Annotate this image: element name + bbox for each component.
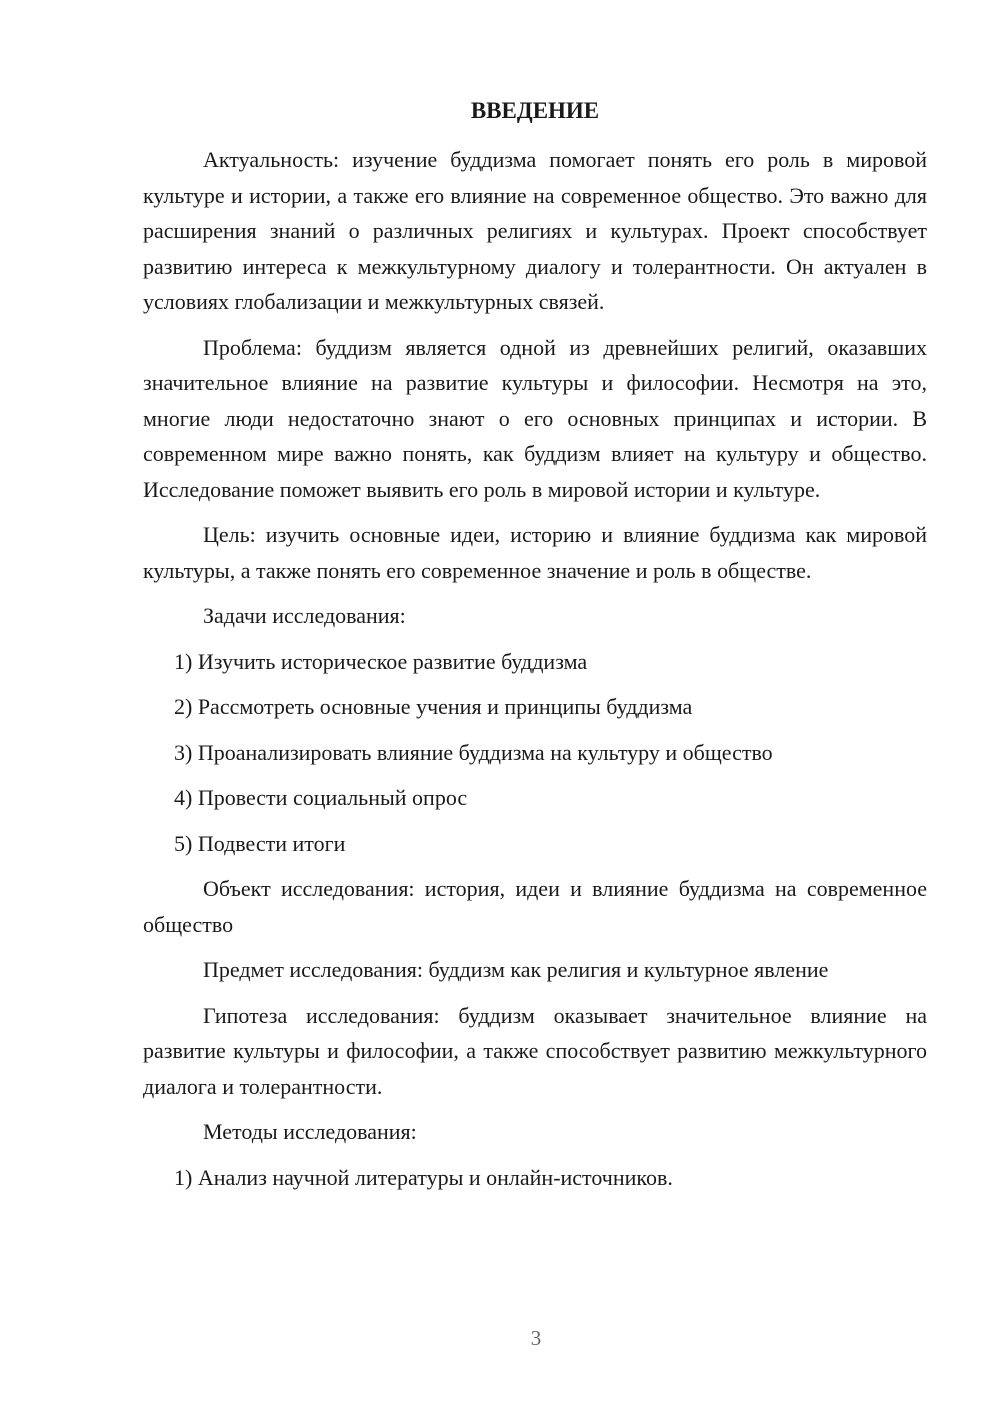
object-paragraph: Объект исследования: история, идеи и влияние буддизма на современное общество [143,876,927,937]
methods-heading: Методы исследования: [203,1119,417,1144]
subject-paragraph: Предмет исследования: буддизм как религия и культурное явление [203,957,829,982]
task-item: 3) Проанализировать влияние буддизма на культуру и общество [174,739,773,765]
page-number: 3 [530,1326,542,1350]
task-item: 4) Провести социальный опрос [174,785,468,810]
problem-paragraph: Проблема: буддизм является одной из древнейших религий, оказавших значительное влияние на развитие культуры и философии. Несмотря на это, многие люди недостаточно знают о его основных принципах и истории. В современном мире важно понять, как буддизм влияет на культуру и общество. Исследование поможет выявить его роль в мировой истории и культуре. [143,334,927,502]
section-title: ВВЕДЕНИЕ [470,98,600,123]
page-body [143,142,927,1205]
task-item: 5) Подвести итоги [174,830,346,856]
goal-paragraph: Цель: изучить основные идеи, историю и влияние буддизма как мировой культуры, а также понять его современное значение и роль в обществе. [143,522,927,583]
method-item: 1) Анализ научной литературы и онлайн-источников. [174,1164,673,1190]
relevance-paragraph: Актуальность: изучение буддизма помогает понять его роль в мировой культуре и истории, а также его влияние на современное общество. Это важно для расширения знаний о различных религиях и культурах. Проект способствует развитию интереса к межкультурному диалогу и толерантности. Он актуален в условиях глобализации и межкультурных связей. [143,147,927,314]
hypothesis-paragraph: Гипотеза исследования: буддизм оказывает значительное влияние на развитие культуры и философии, а также способствует развитию межкультурного диалога и толерантности. [143,1002,927,1099]
task-item: 2) Рассмотреть основные учения и принципы буддизма [174,694,693,719]
tasks-heading: Задачи исследования: [203,603,406,628]
task-item: 1) Изучить историческое развитие буддизма [174,648,588,674]
